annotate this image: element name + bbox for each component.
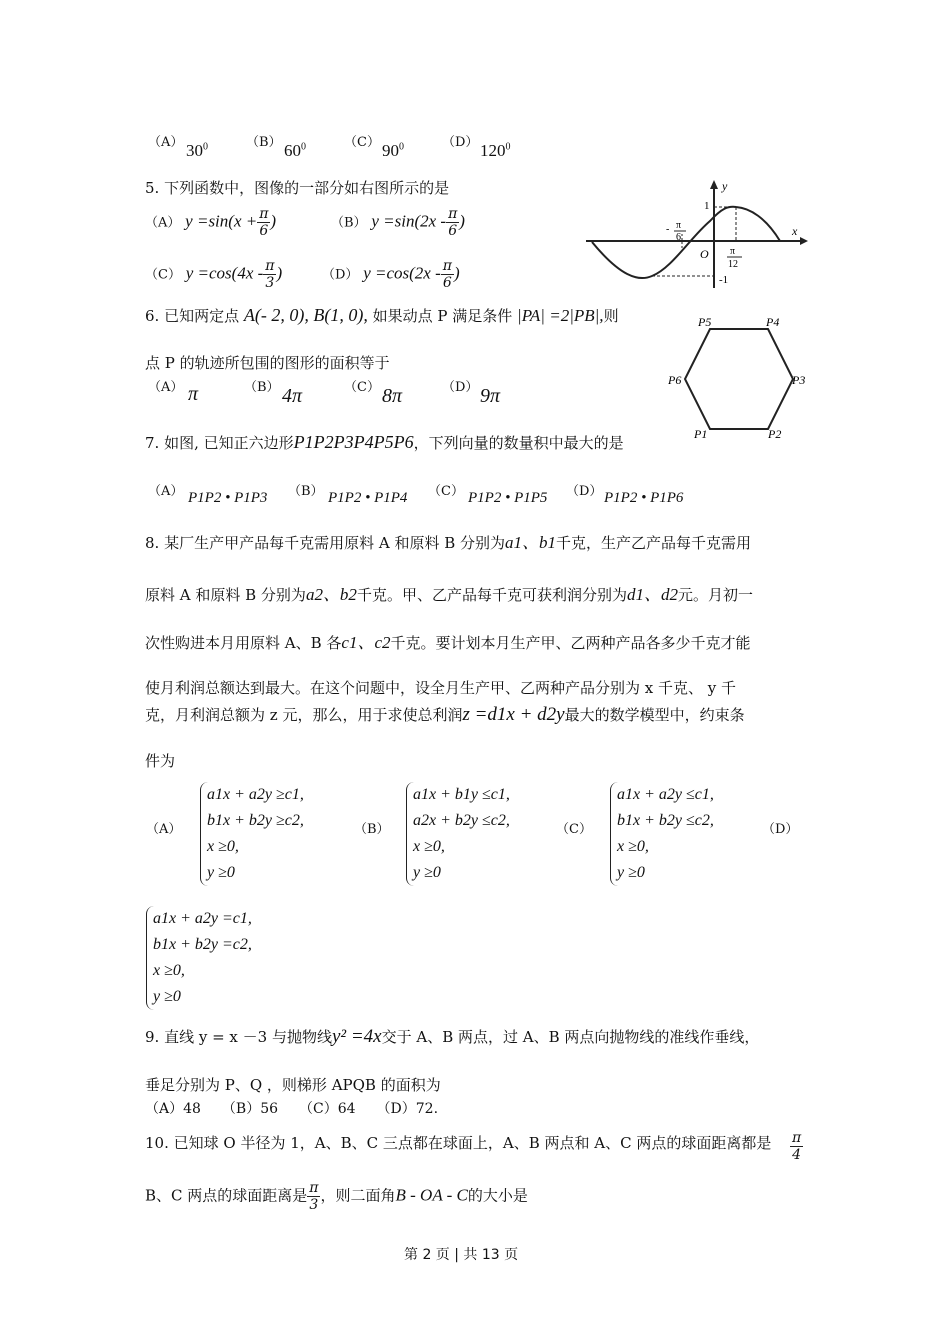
q4-option-b-value: $60^0$ bbox=[284, 141, 306, 160]
q8-line3: 次性购进本月用原料 A、B 各c1、c2千克。要计划本月生产甲、乙两种产品各多少千克才能 bbox=[145, 633, 751, 652]
q8-option-b-system: a1x + b1y ≤c1, a2x + b2y ≤c2, x ≥0, y ≥0 bbox=[406, 782, 510, 886]
hexagon-figure bbox=[668, 314, 808, 440]
q5-option-d: （D） y =cos(2x - $\frac{\pi}{6}$ ) bbox=[322, 258, 460, 291]
y-axis-label: y bbox=[722, 179, 728, 193]
q6-option-b-value: 4π bbox=[282, 385, 303, 407]
neg-tick-den: 6 bbox=[676, 232, 681, 243]
origin-label: O bbox=[700, 247, 709, 261]
sine-curve bbox=[592, 207, 780, 278]
q6-option-a-label: （A） bbox=[148, 380, 184, 395]
q8-option-a-system: a1x + a2y ≥c1, b1x + b2y ≥c2, x ≥0, y ≥0 bbox=[200, 782, 304, 886]
q7-option-a-label: （A） bbox=[148, 484, 184, 499]
q10-line1: 10. 已知球 O 半径为 1，A、B、C 三点都在球面上，A、B 两点和 A、C 两点的球面距离都是 bbox=[145, 1134, 772, 1152]
q8-option-d-system: a1x + a2y =c1, b1x + b2y =c2, x ≥0, y ≥0 bbox=[146, 906, 252, 1010]
q8-line1: 8. 某厂生产甲产品每千克需用原料 A 和原料 B 分别为a1、b1千克，生产乙产品每千克需用 bbox=[145, 533, 752, 552]
y-neg-one-label: -1 bbox=[719, 274, 729, 286]
q8-option-a-label: （A） bbox=[146, 822, 182, 837]
x-axis-label: x bbox=[792, 224, 798, 238]
q4-option-d-label: （D） bbox=[442, 135, 479, 150]
hexagon-shape bbox=[685, 329, 793, 429]
q7-option-a-value: P1P2 • P1P3 bbox=[188, 490, 268, 506]
q7-option-c-label: （C） bbox=[428, 484, 464, 499]
q6-option-c-value: 8π bbox=[382, 385, 403, 407]
q10-line2: B、C 两点的球面距离是 $\frac{\pi}{3}$ ，则二面角B - OA - C的大小是 bbox=[145, 1180, 528, 1213]
q4-option-c-value: $90^0$ bbox=[382, 141, 404, 160]
sine-graph-figure bbox=[580, 176, 815, 294]
q8-line6: 件为 bbox=[145, 752, 176, 770]
hex-label-p1: P1 bbox=[694, 427, 708, 440]
q4-option-c-label: （C） bbox=[344, 135, 380, 150]
hex-label-p4: P4 bbox=[766, 315, 780, 329]
q8-option-c-system: a1x + a2y ≤c1, b1x + b2y ≤c2, x ≥0, y ≥0 bbox=[610, 782, 714, 886]
q6-line1: 6. 已知两定点 A(- 2, 0), B(1, 0), 如果动点 P 满足条件 |PA| =2|PB|,则 bbox=[145, 305, 619, 325]
q8-line4: 使月利润总额达到最大。在这个问题中，设全月生产甲、乙两种产品分别为 x 千克、 y 千 bbox=[145, 679, 737, 697]
y-one-label: 1 bbox=[704, 200, 710, 212]
q7-option-b-label: （B） bbox=[288, 484, 324, 499]
q9-options: （A）48 （B）56 （C）64 （D）72. bbox=[145, 1101, 439, 1117]
q6-option-d-label: （D） bbox=[442, 380, 479, 395]
q5-option-b: （B） y =sin(2x - $\frac{\pi}{6}$ ) bbox=[331, 206, 465, 239]
q4-option-a-value: $30^0$ bbox=[186, 141, 208, 160]
q7-option-b-value: P1P2 • P1P4 bbox=[328, 490, 408, 506]
q6-option-d-value: 9π bbox=[480, 385, 501, 407]
q8-option-d-label: （D） bbox=[762, 822, 799, 837]
pos-tick-num: π bbox=[730, 246, 736, 257]
q8-option-c-label: （C） bbox=[556, 822, 592, 837]
q8-line5: 克，月利润总额为 z 元，那么，用于求使总利润z =d1x + d2y最大的数学模型中，约束条 bbox=[145, 704, 745, 725]
y-axis-arrow-icon bbox=[710, 180, 718, 189]
q7-option-d-value: P1P2 • P1P6 bbox=[604, 490, 684, 506]
q6-line2: 点 P 的轨迹所包围的图形的面积等于 bbox=[145, 354, 390, 372]
pos-tick-den: 12 bbox=[728, 259, 738, 270]
page-footer: 第 2 页 | 共 13 页 bbox=[404, 1247, 519, 1263]
q5-option-a: （A） y =sin(x + $\frac{\pi}{6}$ ) bbox=[145, 206, 277, 239]
q7-option-c-value: P1P2 • P1P5 bbox=[468, 490, 548, 506]
hex-label-p3: P3 bbox=[792, 373, 806, 387]
q9-line2: 垂足分别为 P、Q ，则梯形 APQB 的面积为 bbox=[145, 1076, 441, 1094]
neg-tick-num: π bbox=[676, 220, 682, 231]
hex-label-p2: P2 bbox=[768, 427, 782, 440]
q8-line2: 原料 A 和原料 B 分别为a2、b2千克。甲、乙产品每千克可获利润分别为d1、d2元。月初一 bbox=[145, 585, 753, 604]
x-axis-arrow-icon bbox=[800, 237, 808, 245]
q6-option-a-value: π bbox=[188, 383, 199, 405]
q8-option-b-label: （B） bbox=[354, 822, 390, 837]
q9-line1: 9. 直线 y = x －3 与抛物线y² =4x交于 A、B 两点，过 A、B 两点向抛物线的准线作垂线， bbox=[145, 1026, 760, 1047]
q5-option-c: （C） y =cos(4x - $\frac{\pi}{3}$ ) bbox=[145, 258, 283, 291]
q4-option-a-label: （A） bbox=[148, 135, 184, 150]
q7-stem: 7. 如图, 已知正六边形P1P2P3P4P5P6，下列向量的数量积中最大的是 bbox=[145, 432, 624, 452]
hex-label-p5: P5 bbox=[698, 315, 712, 329]
q6-option-c-label: （C） bbox=[344, 380, 380, 395]
q4-option-b-label: （B） bbox=[246, 135, 282, 150]
q10-fraction-pi-4: $\frac{\pi}{4}$ bbox=[792, 1130, 802, 1163]
neg-tick-sign: - bbox=[666, 224, 670, 235]
q7-option-d-label: （D） bbox=[566, 484, 603, 499]
q6-option-b-label: （B） bbox=[244, 380, 280, 395]
q5-stem: 5. 下列函数中，图像的一部分如右图所示的是 bbox=[145, 179, 450, 197]
q4-option-d-value: $120^0$ bbox=[480, 141, 511, 160]
hex-label-p6: P6 bbox=[668, 373, 682, 387]
